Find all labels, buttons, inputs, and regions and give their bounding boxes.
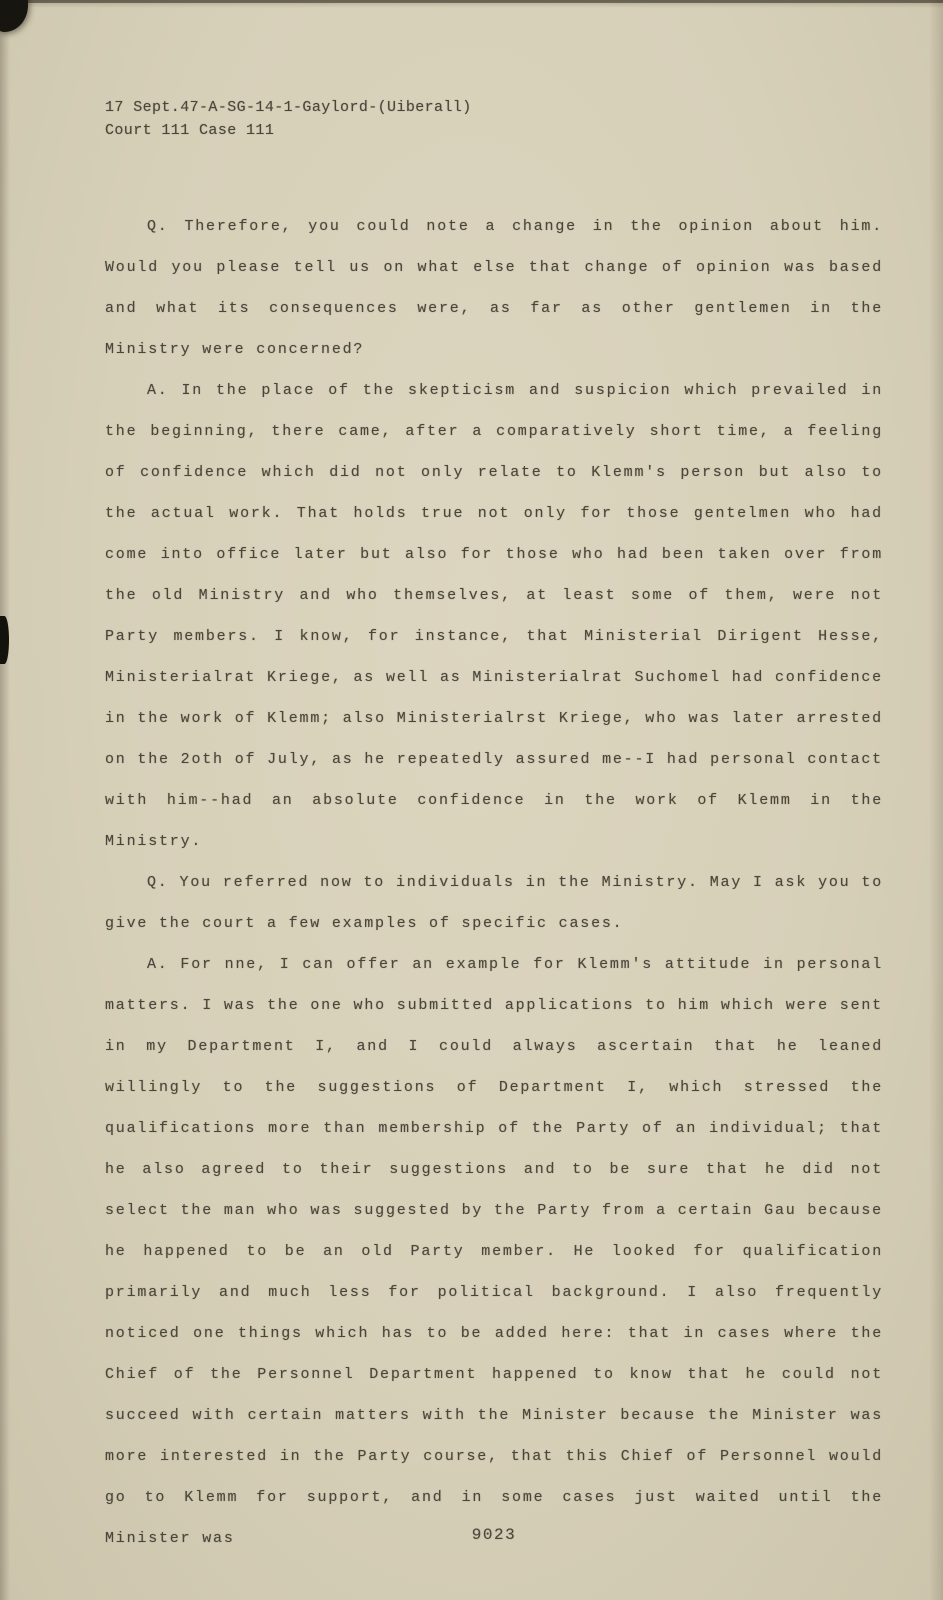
scan-edge-mark [0, 616, 9, 664]
transcript-paragraph: Q. Therefore, you could note a change in the opinion about him. Would you please tell us on what else that change of opinion was based and what its consequences were, as far as other gentlemen in the Ministry were concerned? [105, 218, 883, 358]
scan-top-edge [0, 0, 943, 3]
page-number: 9023 [471, 1526, 517, 1544]
document-header [105, 96, 472, 142]
transcript-body [105, 206, 883, 1559]
header-line-2: Court 111 Case 111 [105, 122, 275, 139]
header-line-1: 17 Sept.47-A-SG-14-1-Gaylord-(Uiberall) [105, 99, 472, 116]
transcript-paragraph: A. For nne, I can offer an example for Klemm's attitude in personal matters. I was the one who submitted applications to him which were sent in my Department I, and I could always ascertain that he leaned willingly to the suggestions of Department I, which stressed the qualifications more than membership of the Party of an individual; that he also agreed to their suggestions and to be sure that he did not select the man who was suggested by the Party from a certain Gau because he happened to be an old Party member. He looked for qualification primarily and much less for political background. I also frequently noticed one things which has to be added here: that in cases where the Chief of the Personnel Department happened to know that he could not succeed with certain matters with the Minister because the Minister was more interested in the Party course, that this Chief of Personnel would go to Klemm for support, and in some cases just waited until the Minister was [105, 956, 883, 1547]
scan-corner-mark [0, 0, 28, 32]
transcript-paragraph: Q. You referred now to individuals in the Ministry. May I ask you to give the court a few examples of specific cases. [105, 874, 883, 932]
transcript-paragraph: A. In the place of the skepticism and suspicion which prevailed in the beginning, there came, after a comparatively short time, a feeling of confidence which did not only relate to Klemm's person but also to the actual work. That holds true not only for those gentelmen who had come into office later but also for those who had been taken over from the old Ministry and who themselves, at least some of them, were not Party members. I know, for instance, that Ministerial Dirigent Hesse, Ministerialrat Kriege, as well as Ministerialrat Suchomel had confidence in the work of Klemm; also Ministerialrst Kriege, who was later arrested on the 2oth of July, as he repeatedly assured me--I had personal contact with him--had an absolute confidence in the work of Klemm in the Ministry. [105, 382, 883, 850]
